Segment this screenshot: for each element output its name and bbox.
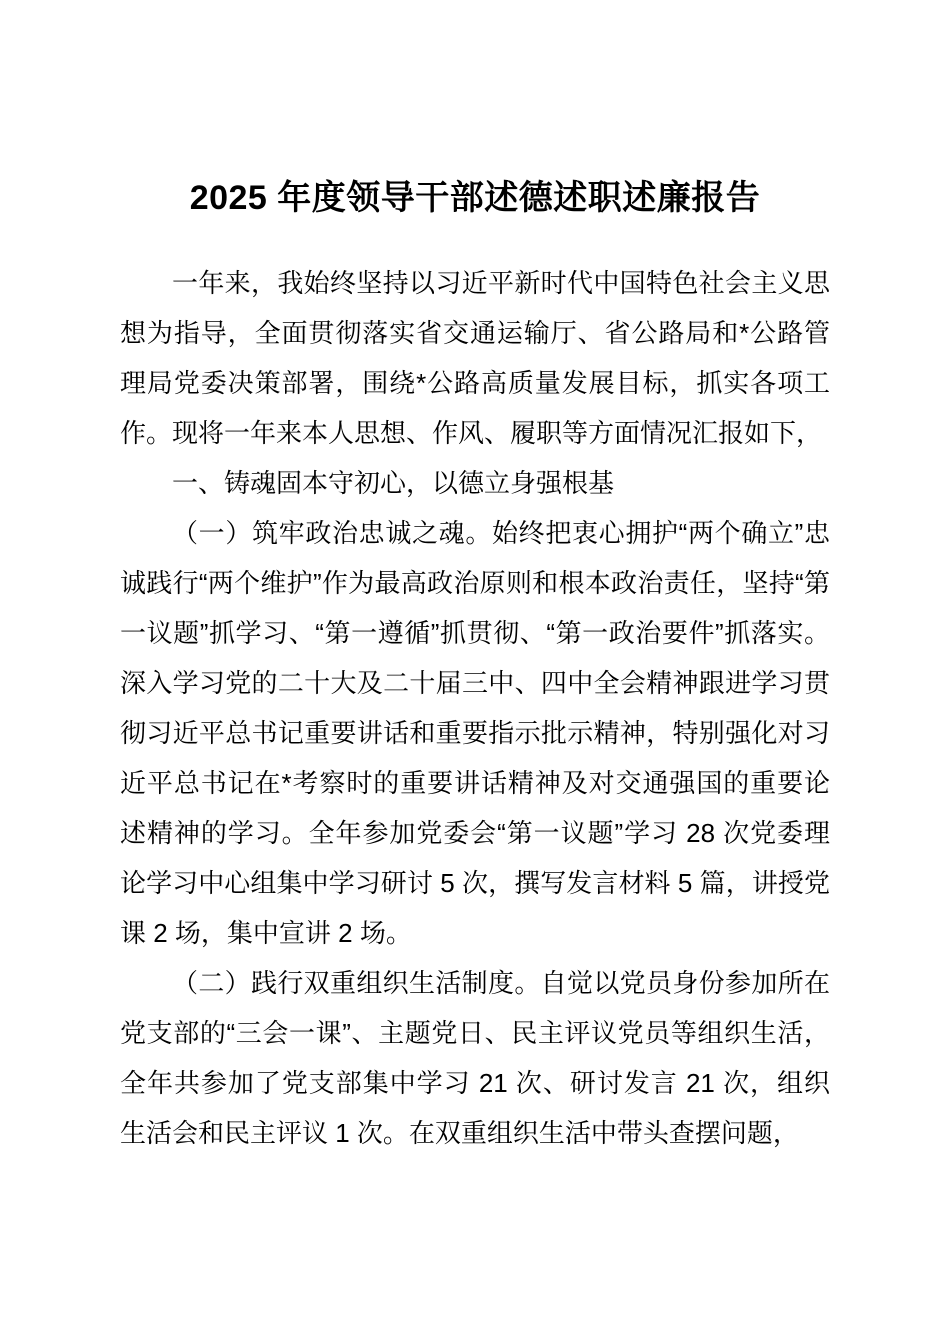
section-heading: 一、铸魂固本守初心，以德立身强根基: [172, 468, 615, 498]
paragraph: （一）筑牢政治忠诚之魂。始终把衷心拥护“两个确立”忠诚践行“两个维护”作为最高政治原则和根本政治责任，坚持“第一议题”抓学习、“第一遵循”抓贯彻、“第一政治要件”抓落实。深入学习党的二十大及二十届三中、四中全会精神跟进学习贯彻习近平总书记重要讲话和重要指示批示精神，特别强化对习近平总书记在*考察时的重要讲话精神及对交通强国的重要论述精神的学习。全年参加党委会“第一议题”学习 28 次党委理论学习中心组集中学习研讨 5 次，撰写发言材料 5 篇，讲授党课 2 场，集中宣讲 2 场。: [120, 518, 830, 948]
paragraph: （二）践行双重组织生活制度。自觉以党员身份参加所在党支部的“三会一课”、主题党日、民主评议党员等组织生活，全年共参加了党支部集中学习 21 次、研讨发言 21 次，组织生活会和民主评议 1 次。在双重组织生活中带头查摆问题，: [120, 968, 830, 1148]
document-title: 2025 年度领导干部述德述职述廉报告: [189, 179, 761, 217]
document-body: [120, 258, 830, 1158]
paragraph: 一年来，我始终坚持以习近平新时代中国特色社会主义思想为指导，全面贯彻落实省交通运输厅、省公路局和*公路管理局党委决策部署，围绕*公路高质量发展目标，抓实各项工作。现将一年来本人思想、作风、履职等方面情况汇报如下，: [120, 268, 830, 448]
